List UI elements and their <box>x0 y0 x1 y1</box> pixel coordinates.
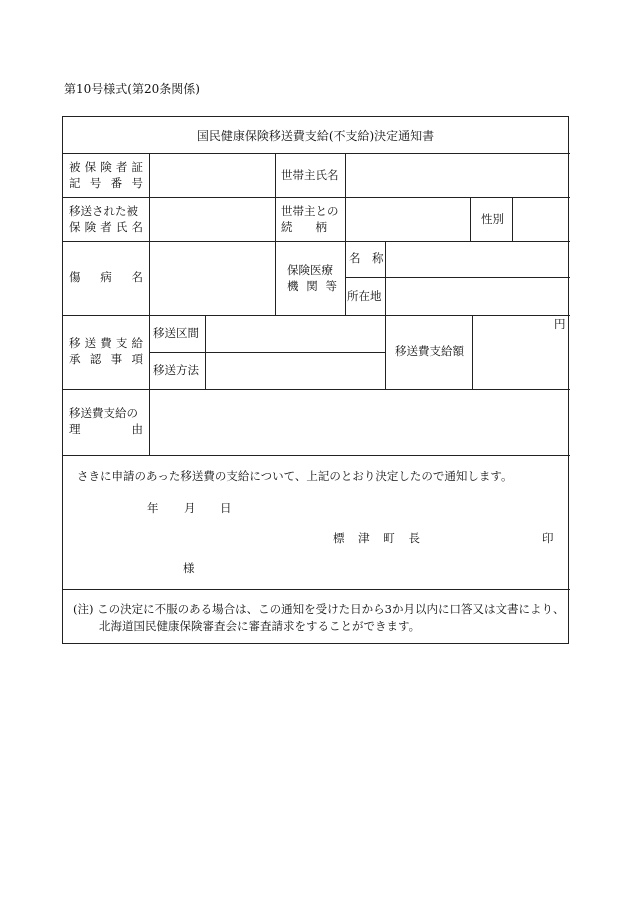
recipient-honorific: 様 <box>183 561 195 575</box>
label-insured-card-l2: 記 号 番 号 <box>69 176 143 190</box>
illness-name-field[interactable] <box>151 243 273 313</box>
rule <box>149 153 150 455</box>
date-year: 年 <box>147 501 159 515</box>
label-reason-l2: 理 由 <box>69 422 143 436</box>
label-approval-l2: 承 認 事 項 <box>69 352 143 366</box>
rule <box>472 315 473 389</box>
rule <box>63 241 570 242</box>
rule <box>275 153 276 315</box>
label-transported-person-l2: 保 険 者 氏 名 <box>69 220 143 234</box>
rule <box>149 352 385 353</box>
rule <box>470 197 471 241</box>
label-inst-name: 名 称 <box>349 251 384 265</box>
issuer-title: 標 津 町 長 <box>333 531 420 545</box>
label-medical-inst-l2: 機 関 等 <box>287 279 337 293</box>
label-relation-l2: 続 柄 <box>281 220 327 234</box>
date-day: 日 <box>220 501 232 515</box>
label-section: 移送区間 <box>153 326 199 340</box>
label-inst-address: 所在地 <box>347 289 382 303</box>
notice-body: さきに申請のあった移送費の支給について、上記のとおり決定したので通知します。 <box>77 469 513 483</box>
rule <box>385 315 386 389</box>
rule <box>63 153 570 154</box>
form-title: 国民健康保険移送費支給(不支給)決定通知書 <box>196 129 435 143</box>
rule <box>63 455 570 456</box>
method-field[interactable] <box>207 354 383 387</box>
transported-person-field[interactable] <box>151 199 273 239</box>
label-method: 移送方法 <box>153 363 199 377</box>
yen-unit: 円 <box>554 317 566 331</box>
label-insured-card-l1: 被 保 険 者 証 <box>69 160 143 174</box>
label-illness-name: 傷 病 名 <box>69 270 143 284</box>
label-householder-name: 世帯主氏名 <box>281 168 339 182</box>
rule <box>205 315 206 389</box>
inst-name-field[interactable] <box>387 243 568 275</box>
reason-field[interactable] <box>151 391 568 453</box>
notice-form <box>62 116 569 644</box>
seal-mark: 印 <box>542 531 554 545</box>
label-amount: 移送費支給額 <box>395 344 464 358</box>
rule <box>63 589 570 590</box>
rule <box>63 315 570 316</box>
form-number: 第10号様式(第20条関係) <box>64 82 200 96</box>
section-field[interactable] <box>207 317 383 350</box>
note-line-1: (注) この決定に不服のある場合は、この通知を受けた日から3か月以内に口答又は文書により、 <box>73 602 565 616</box>
rule <box>63 197 570 198</box>
label-transported-person-l1: 移送された被 <box>69 204 138 218</box>
rule <box>345 277 570 278</box>
sex-field[interactable] <box>514 199 568 239</box>
inst-address-field[interactable] <box>387 279 568 313</box>
rule <box>385 241 386 315</box>
rule <box>345 153 346 315</box>
insured-card-field[interactable] <box>151 155 273 195</box>
label-relation-l1: 世帯主との <box>281 204 339 218</box>
rule <box>512 197 513 241</box>
rule <box>63 389 570 390</box>
date-month: 月 <box>184 501 196 515</box>
label-reason-l1: 移送費支給の <box>69 406 138 420</box>
householder-name-field[interactable] <box>347 155 568 195</box>
label-medical-inst-l1: 保険医療 <box>287 263 333 277</box>
note-line-2: 北海道国民健康保険審査会に審査請求をすることができます。 <box>99 619 421 633</box>
label-sex: 性別 <box>481 212 504 226</box>
relation-field[interactable] <box>347 199 468 239</box>
label-approval-l1: 移 送 費 支 給 <box>69 336 143 350</box>
